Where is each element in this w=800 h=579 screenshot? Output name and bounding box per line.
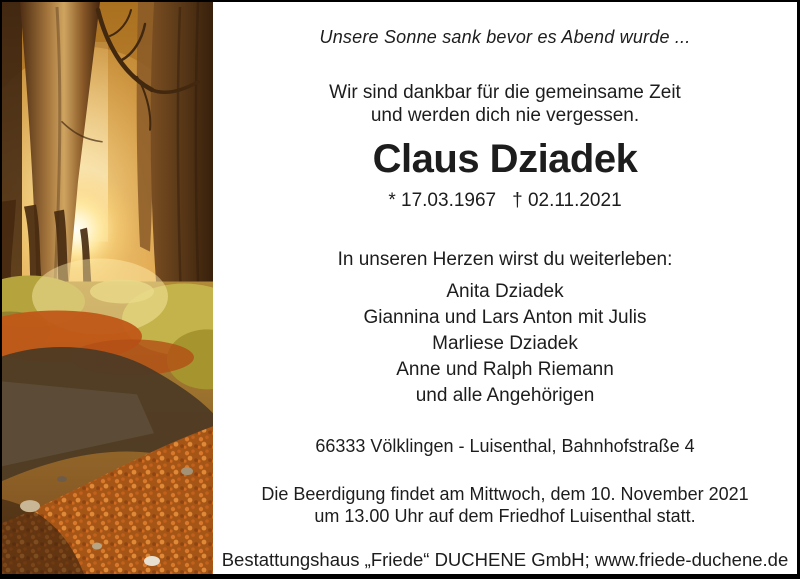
forest-path-illustration	[2, 2, 213, 574]
condolence-line-2: und werden dich nie vergessen.	[370, 105, 640, 126]
birth-date: * 17.03.1967	[388, 190, 497, 211]
epigraph: Unsere Sonne sank bevor es Abend wurde ...	[319, 27, 691, 47]
mourner-name: Anita Dziadek	[446, 281, 564, 302]
notice-text-panel	[213, 2, 797, 574]
condolence-line-1: Wir sind dankbar für die gemeinsame Zeit	[329, 82, 681, 103]
mourner-name: und alle Angehörigen	[415, 385, 595, 406]
death-date: † 02.11.2021	[512, 190, 622, 211]
funeral-info-line-1: Die Beerdigung findet am Mittwoch, dem 10. November 2021	[261, 484, 749, 504]
funeral-info-line-2: um 13.00 Uhr auf dem Friedhof Luisenthal statt.	[314, 506, 696, 526]
mourner-name: Giannina und Lars Anton mit Julis	[363, 307, 647, 328]
forest-path-photo	[2, 2, 213, 574]
life-dates	[213, 190, 797, 212]
funeral-home-line: Bestattungshaus „Friede“ DUCHENE GmbH; www.friede-duchene.de	[221, 549, 789, 570]
address-line: 66333 Völklingen - Luisenthal, Bahnhofstraße 4	[315, 436, 695, 456]
deceased-name: Claus Dziadek	[372, 137, 638, 181]
mourner-name: Marliese Dziadek	[432, 333, 578, 354]
mourner-name: Anne und Ralph Riemann	[396, 359, 614, 380]
condolence-text	[213, 81, 797, 127]
survivors-heading: In unseren Herzen wirst du weiterleben:	[337, 249, 673, 270]
mourners-list	[213, 279, 797, 409]
funeral-info	[213, 483, 797, 527]
